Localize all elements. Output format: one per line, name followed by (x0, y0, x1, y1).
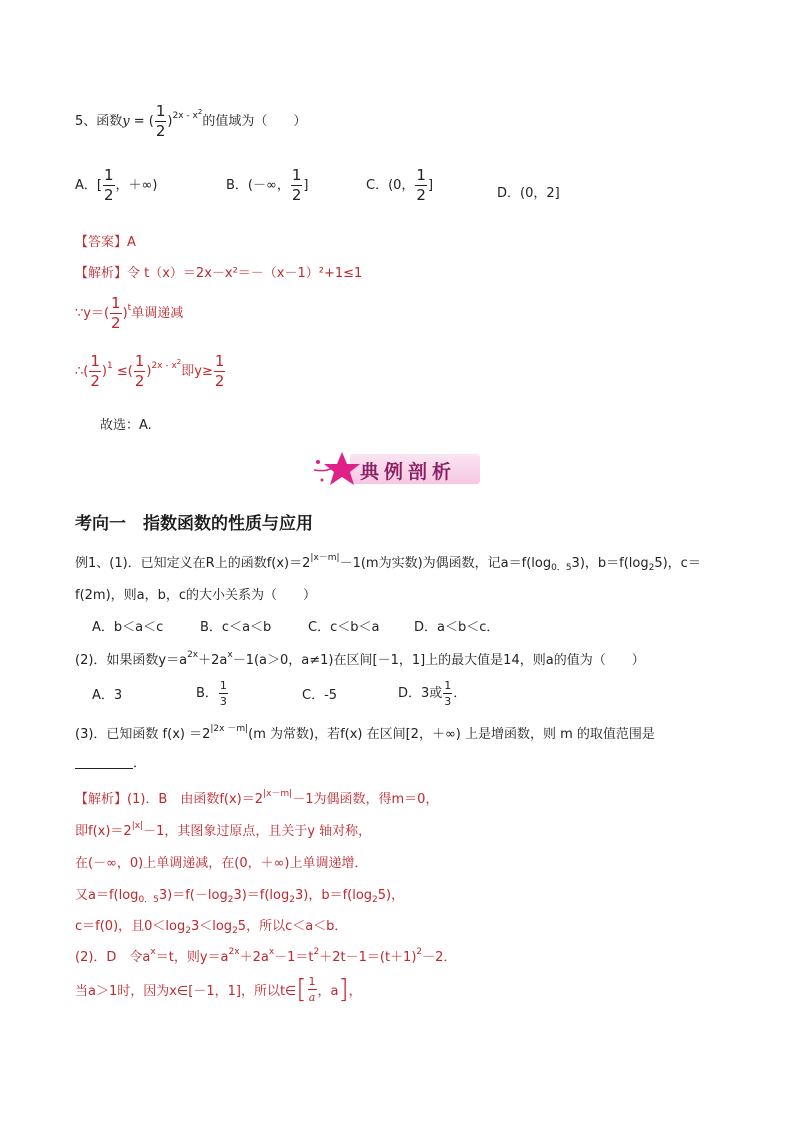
ex1-opt-d[interactable]: D．a＜b＜c． (414, 620, 500, 635)
ex1-q2-opt-d[interactable]: D．3或 $\frac{1}{3}$ ． (398, 679, 467, 708)
ex1-q2-opt-a[interactable]: A．3 (92, 688, 123, 703)
analysis-ex-line-5: c＝f(0)，且$0<\log_23<\log_25$，所以c＜a＜b． (75, 919, 348, 936)
banner-text: 典例剖析 (360, 461, 457, 483)
q5-option-d[interactable]: D．(0，2] (497, 186, 560, 201)
analysis-line-2: ∵y＝( $\frac{1}{2}$ )$^t$单调递减 (75, 294, 184, 332)
analysis-ex-line-1: 【解析】(1)．B 由函数$f(x)=2^{|x-m|}-1$为偶函数，得m＝0， (75, 789, 439, 807)
analysis-ex-line-7: 当a＞1时，因为x∈[－1，1]，所以t∈[ $\frac{1}{a}$ ，a]， (75, 974, 362, 1005)
example-1-q2-options (92, 680, 466, 707)
example-1-q1-line1: 例1、(1)．已知定义在R上的函数$f(x)=2^{|x-m|}-1(m$为实数)为偶函数，记$a=f(\log_{0.5}3)$，$b=f(\log_25)$，c＝ (75, 553, 701, 573)
example-1-q3-blank[interactable]: ． (75, 752, 146, 771)
analysis-ex-line-4: 又$a=f(\log_{0.5}3)=f(-\log_23)=f(\log_23)$，$b=f(\log_25)$， (75, 888, 405, 905)
analysis-ex-line-6: (2)．D 令$a^x=t$，则$y=a^{2x}+2a^x-1=t^2+2t-1=(t+1)^2-2$． (75, 947, 457, 965)
example-1-q3: (3)．已知函数 $f(x) =2^{|2x -m|}(m$ 为常数)，若f(x) 在区间[2，＋∞) 上是增函数，则 m 的取值范围是 (75, 724, 655, 742)
section-banner (312, 450, 482, 488)
q5-option-a[interactable]: A．[ $\frac{1}{2}$ ，＋∞) (75, 166, 158, 204)
analysis-line-1: 【解析】令 t（x）＝2x－x²＝－（x－1）²+1≤1 (75, 266, 363, 281)
example-1-q1-line2: f(2m)，则a，b，c的大小关系为（ ） (75, 588, 317, 603)
example-1-q2: (2)．如果函数$y=a^{2x}+2a^x-1(a>0$，a≠1)在区间[－1，1]上的最大值是14，则a的值为（ ） (75, 650, 645, 668)
ex1-opt-b[interactable]: B．c＜a＜b (200, 620, 272, 635)
analysis-line-3: ∴( $\frac{1}{2}$ )$^1$ ≤( $\frac{1}{2}$ )$^{2x - x^2}$即y≥ $\frac{1}{2}$ (75, 352, 225, 390)
ex1-opt-a[interactable]: A．b＜a＜c (92, 620, 164, 635)
analysis-choice: 故选：A. (100, 418, 152, 433)
analysis-ex-line-3: 在(－∞，0)上单调递减，在(0，＋∞)上单调递增． (75, 856, 368, 871)
example-1-q1-options (92, 616, 499, 635)
analysis-ex-line-2: 即$f(x)=2^{|x|}-1$，其图象过原点，且关于y 轴对称， (75, 821, 372, 839)
ex1-opt-c[interactable]: C．c＜b＜a (308, 620, 380, 635)
answer-label: 【答案】A (75, 235, 136, 250)
q5-prefix: 5、函数 (75, 114, 123, 129)
q5-option-c[interactable]: C．(0， $\frac{1}{2}$ ] (366, 166, 434, 204)
section-title: 考向一 指数函数的性质与应用 (75, 514, 313, 534)
q5-option-b[interactable]: B．(－∞， $\frac{1}{2}$ ] (226, 166, 309, 204)
answer-blank[interactable] (75, 756, 133, 769)
ex1-q2-opt-c[interactable]: C．-5 (302, 688, 338, 703)
q5-suffix: 的值域为（ ） (202, 114, 307, 129)
ex1-q2-opt-b[interactable]: B． $\frac{1}{3}$ (196, 679, 227, 708)
q5-fraction: $\frac{1}{2}$ (155, 102, 166, 140)
question-5: 5、函数y = ( $\frac{1}{2}$ )$^{2x - x^2}$的值域为（ ） (75, 102, 307, 140)
